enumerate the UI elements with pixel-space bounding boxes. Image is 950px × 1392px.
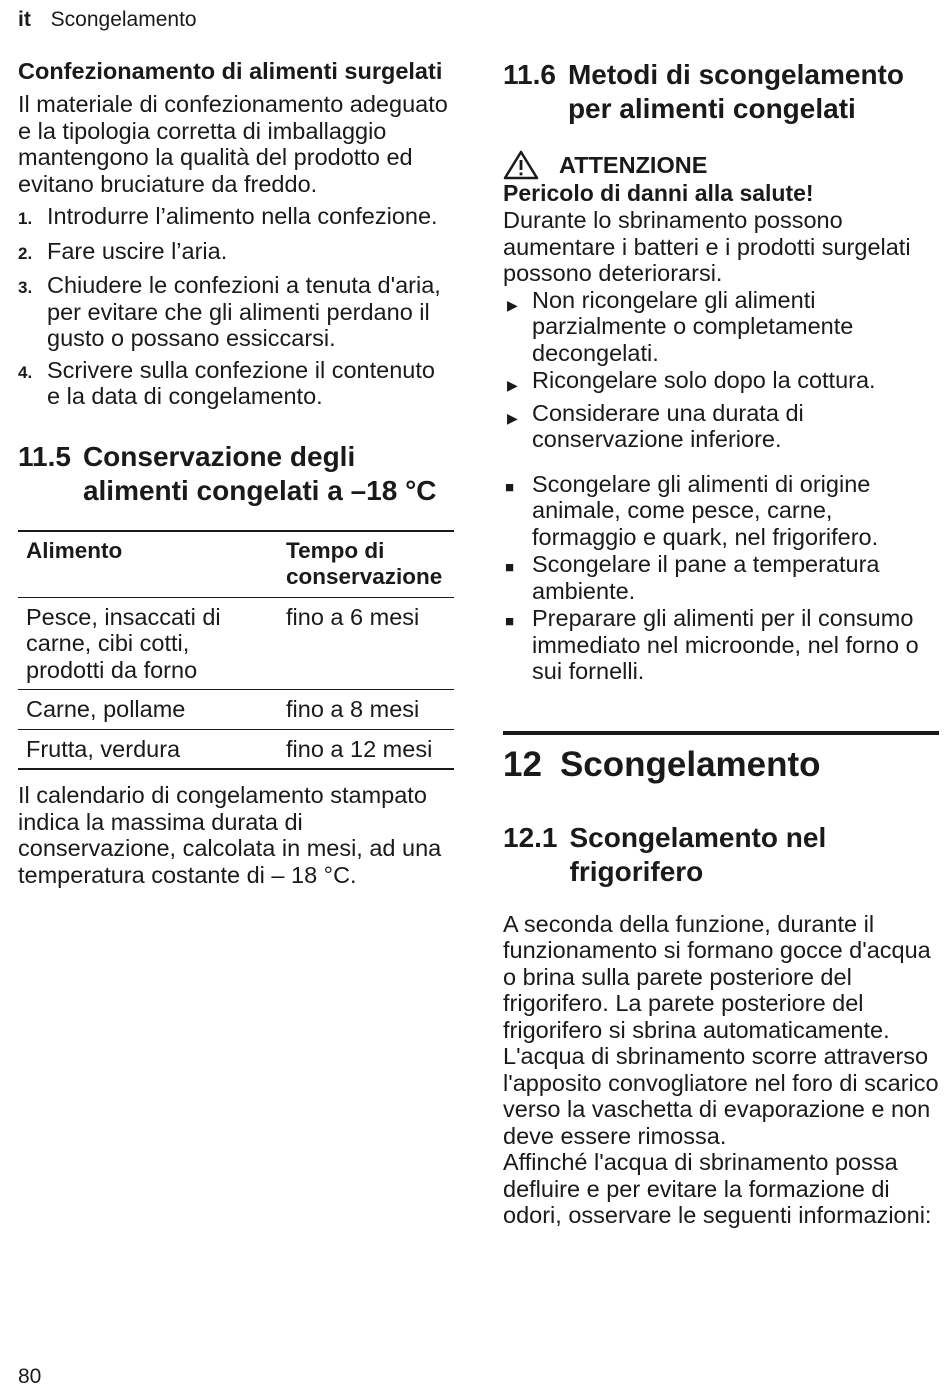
table-row bbox=[18, 597, 454, 690]
warning-heading bbox=[503, 150, 939, 180]
column-header-storage-time: Tempo di conservazione bbox=[286, 537, 443, 589]
page-number: 80 bbox=[18, 1365, 42, 1388]
square-bullet-icon: ■ bbox=[505, 613, 515, 630]
list-item bbox=[503, 471, 939, 551]
page-header bbox=[18, 8, 197, 32]
arrow-bullet-icon: ▶ bbox=[507, 377, 518, 393]
step-text: Chiudere le confezioni a tenuta d'aria, per evitare che gli alimenti perdano il gusto o possano essiccarsi. bbox=[47, 272, 441, 351]
step-item bbox=[18, 203, 454, 233]
thawing-tips bbox=[503, 471, 939, 685]
paragraph: A seconda della funzione, durante il funzionamento si formano gocce d'acqua o brina sulla parete posteriore del frigorifero. La parete posteriore del frigorifero si sbrina automaticamente. bbox=[503, 910, 931, 1043]
list-item bbox=[503, 400, 939, 453]
warning-bullets bbox=[503, 287, 939, 453]
section-title: Scongelamento nel frigorifero bbox=[569, 821, 827, 887]
storage-time-cell: fino a 8 mesi bbox=[286, 696, 420, 722]
warning-text: Durante lo sbrinamento possono aumentare i batteri e i prodotti surgelati possono deteriorarsi. bbox=[503, 207, 911, 286]
step-item bbox=[18, 238, 454, 268]
list-item bbox=[503, 551, 939, 604]
food-cell: Frutta, verdura bbox=[26, 735, 181, 762]
section-number: 12.1 bbox=[503, 821, 558, 853]
chapter-title: Scongelamento bbox=[559, 744, 821, 784]
bullet-text: Non ricongelare gli alimenti parzialmente o completamente decongelati. bbox=[532, 286, 854, 366]
bullet-text: Ricongelare solo dopo la cottura. bbox=[532, 367, 876, 393]
list-item bbox=[503, 605, 939, 685]
step-item bbox=[18, 272, 454, 352]
header-title: Scongelamento bbox=[50, 8, 197, 31]
step-number: 3. bbox=[18, 278, 33, 297]
arrow-bullet-icon: ▶ bbox=[507, 296, 518, 313]
section-title: Conservazione degli alimenti congelati a –18 °C bbox=[82, 440, 437, 506]
section-number: 11.5 bbox=[18, 440, 71, 472]
warning-subtitle: Pericolo di danni alla salute! bbox=[503, 180, 814, 206]
square-bullet-icon: ■ bbox=[505, 478, 515, 496]
section-number: 11.6 bbox=[503, 59, 556, 90]
tip-text: Scongelare il pane a temperatura ambiente. bbox=[532, 551, 880, 604]
chapter-number: 12 bbox=[503, 744, 542, 784]
storage-time-cell: fino a 6 mesi bbox=[286, 603, 420, 630]
table-row bbox=[18, 690, 454, 730]
table-header-row bbox=[18, 531, 454, 598]
list-item bbox=[503, 367, 939, 399]
section-11-5-heading bbox=[18, 440, 454, 508]
bullet-text: Considerare una durata di conservazione inferiore. bbox=[532, 399, 804, 452]
calendar-note: Il calendario di congelamento stampato indica la massima durata di conservazione, calcolata in mesi, ad una temperatura costante di – 18 °C. bbox=[18, 782, 442, 888]
tip-text: Preparare gli alimenti per il consumo immediato nel microonde, nel forno o sui fornelli. bbox=[532, 605, 919, 684]
column-header-food: Alimento bbox=[26, 537, 123, 563]
storage-table bbox=[18, 530, 454, 771]
packaging-heading: Confezionamento di alimenti surgelati bbox=[18, 58, 443, 84]
arrow-bullet-icon: ▶ bbox=[507, 409, 518, 426]
chapter-heading bbox=[503, 745, 939, 785]
square-bullet-icon: ■ bbox=[505, 559, 515, 576]
step-item bbox=[18, 357, 454, 410]
left-column bbox=[18, 58, 454, 888]
section-12-1-heading bbox=[503, 821, 939, 889]
list-item bbox=[503, 287, 939, 367]
step-text: Fare uscire l’aria. bbox=[47, 237, 228, 264]
table-row bbox=[18, 729, 454, 769]
section-11-6-heading bbox=[503, 58, 939, 126]
step-text: Introdurre l’alimento nella confezione. bbox=[47, 203, 438, 229]
warning-triangle-icon bbox=[503, 150, 539, 180]
warning-title: ATTENZIONE bbox=[559, 151, 708, 178]
paragraph: L'acqua di sbrinamento scorre attraverso l'apposito convogliatore nel foro di scarico verso la vaschetta di evaporazione e non deve essere rimossa. bbox=[503, 1043, 939, 1149]
tip-text: Scongelare gli alimenti di origine animale, come pesce, carne, formaggio e quark, nel frigorifero. bbox=[532, 470, 879, 550]
right-column bbox=[503, 58, 939, 1229]
section-title: Metodi di scongelamento per alimenti congelati bbox=[567, 59, 904, 124]
language-tag: it bbox=[18, 8, 31, 31]
storage-time-cell: fino a 12 mesi bbox=[286, 735, 433, 762]
step-number: 1. bbox=[18, 209, 33, 228]
paragraph: Affinché l'acqua di sbrinamento possa defluire e per evitare la formazione di odori, osservare le seguenti informazioni: bbox=[503, 1149, 932, 1228]
step-text: Scrivere sulla confezione il contenuto e la data di congelamento. bbox=[47, 356, 435, 409]
step-number: 4. bbox=[18, 362, 33, 382]
chapter-rule bbox=[503, 731, 939, 735]
step-number: 2. bbox=[18, 243, 33, 263]
packaging-steps bbox=[18, 203, 454, 410]
food-cell: Carne, pollame bbox=[26, 696, 186, 722]
packaging-intro: Il materiale di confezionamento adeguato e la tipologia corretta di imballaggio mantengono la qualità del prodotto ed evitano bruciature da freddo. bbox=[18, 91, 448, 197]
food-cell: Pesce, insaccati di carne, cibi cotti, prodotti da forno bbox=[26, 603, 221, 683]
